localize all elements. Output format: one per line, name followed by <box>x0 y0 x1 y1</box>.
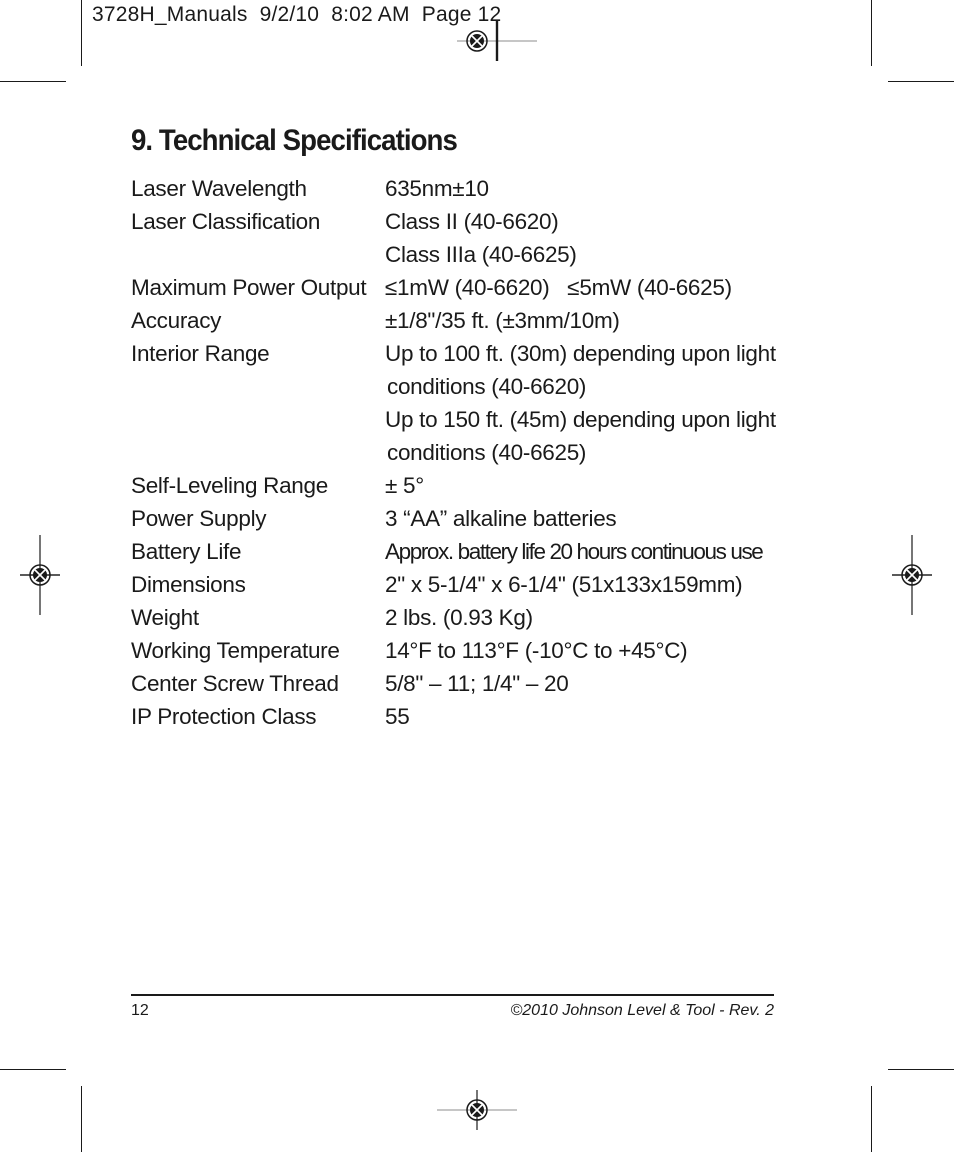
crop-mark-top-right-horizontal <box>888 81 954 82</box>
crop-mark-bottom-left-horizontal <box>0 1069 66 1070</box>
spec-label: Laser Classification <box>131 209 321 234</box>
spec-value <box>385 700 811 733</box>
spec-value-line: conditions (40-6625) <box>387 440 587 465</box>
spec-label: Self-Leveling Range <box>131 473 328 498</box>
registration-mark-icon <box>457 1090 497 1130</box>
spec-row-battery-life <box>131 535 811 568</box>
spec-row-weight <box>131 601 811 634</box>
spec-row-center-screw-thread <box>131 667 811 700</box>
spec-value <box>385 502 811 535</box>
spec-row-interior-range <box>131 337 811 469</box>
spec-value <box>385 634 811 667</box>
spec-value-line: Class IIIa (40-6625) <box>385 242 577 267</box>
spec-row-working-temperature <box>131 634 811 667</box>
registration-mark-icon <box>457 21 497 61</box>
spec-label: Interior Range <box>131 341 270 366</box>
spec-value-line: 14°F to 113°F (-10°C to +45°C) <box>385 638 688 663</box>
spec-row-dimensions <box>131 568 811 601</box>
spec-value-line: Up to 100 ft. (30m) depending upon light <box>385 341 776 366</box>
spec-value <box>385 535 811 568</box>
spec-label: Accuracy <box>131 308 222 333</box>
footer-divider <box>131 994 774 996</box>
spec-row-power-supply <box>131 502 811 535</box>
spec-value-line: 2 lbs. (0.93 Kg) <box>385 605 533 630</box>
spec-label: Working Temperature <box>131 638 340 663</box>
spec-table <box>131 172 811 733</box>
page-title: 9. Technical Specifications <box>131 124 457 157</box>
spec-value <box>385 304 811 337</box>
spec-label: Laser Wavelength <box>131 176 307 201</box>
printer-slug-line: 3728H_Manuals 9/2/10 8:02 AM Page 12 <box>92 3 502 26</box>
spec-label: IP Protection Class <box>131 704 317 729</box>
spec-value <box>385 271 811 304</box>
spec-row-maximum-power-output <box>131 271 811 304</box>
crop-mark-bottom-left-vertical <box>81 1086 82 1152</box>
spec-value-line: ± 5° <box>385 473 424 498</box>
spec-label: Weight <box>131 605 199 630</box>
spec-value-line: Up to 150 ft. (45m) depending upon light <box>385 407 776 432</box>
spec-value-line: 5/8" – 11; 1/4" – 20 <box>385 671 569 696</box>
crop-mark-top-left-vertical <box>81 0 82 66</box>
spec-row-ip-protection-class <box>131 700 811 733</box>
spec-row-laser-classification <box>131 205 811 271</box>
registration-mark-icon <box>20 555 60 595</box>
spec-value-line: Class II (40-6620) <box>385 209 559 234</box>
spec-value <box>385 172 811 205</box>
crop-mark-top-left-horizontal <box>0 81 66 82</box>
spec-value <box>385 205 811 271</box>
spec-value <box>385 469 811 502</box>
spec-value <box>385 337 811 469</box>
spec-value-line: 3 “AA” alkaline batteries <box>385 506 617 531</box>
spec-row-laser-wavelength <box>131 172 811 205</box>
spec-value-line: Approx. battery life 20 hours continuous use <box>385 539 763 564</box>
spec-value <box>385 601 811 634</box>
spec-value-line: 2" x 5-1/4" x 6-1/4" (51x133x159mm) <box>385 572 743 597</box>
spec-row-accuracy <box>131 304 811 337</box>
registration-mark-icon <box>892 555 932 595</box>
crop-mark-bottom-right-vertical <box>871 1086 872 1152</box>
spec-label: Dimensions <box>131 572 246 597</box>
copyright-notice: ©2010 Johnson Level & Tool - Rev. 2 <box>510 1002 774 1019</box>
spec-value-line: 635nm±10 <box>385 176 489 201</box>
spec-row-self-leveling-range <box>131 469 811 502</box>
spec-value <box>385 568 811 601</box>
spec-label: Maximum Power Output <box>131 275 367 300</box>
spec-label: Battery Life <box>131 539 242 564</box>
spec-value-line: ±1/8"/35 ft. (±3mm/10m) <box>385 308 620 333</box>
page-number: 12 <box>131 1002 149 1019</box>
spec-label: Power Supply <box>131 506 267 531</box>
spec-value <box>385 667 811 700</box>
crop-mark-top-right-vertical <box>871 0 872 66</box>
spec-value-line: conditions (40-6620) <box>387 374 587 399</box>
spec-value-line: ≤1mW (40-6620) ≤5mW (40-6625) <box>385 275 732 300</box>
spec-label: Center Screw Thread <box>131 671 339 696</box>
spec-value-line: 55 <box>385 704 410 729</box>
crop-mark-bottom-right-horizontal <box>888 1069 954 1070</box>
